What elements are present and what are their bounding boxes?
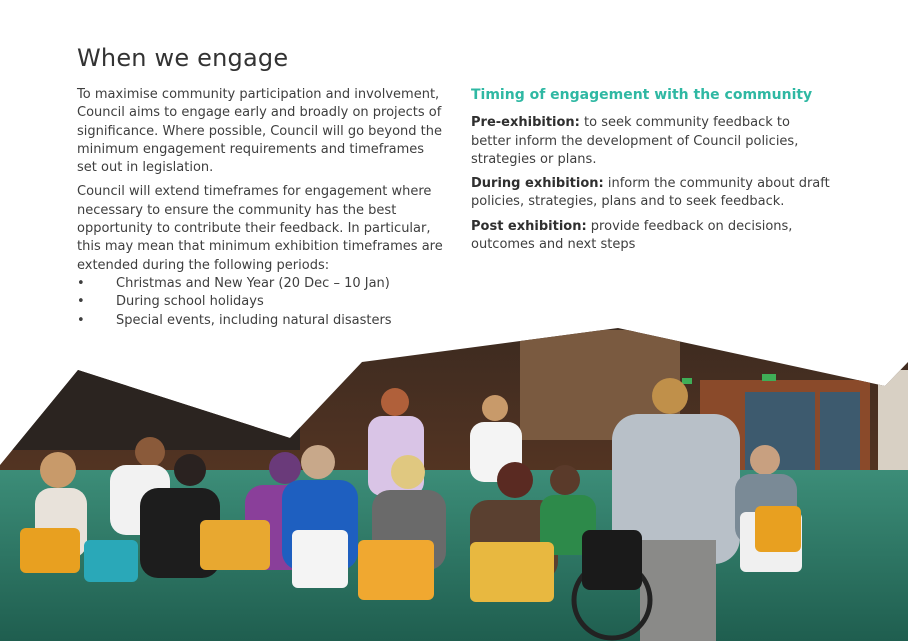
- bullet-icon: •: [77, 275, 85, 291]
- pre-exhibition-item: Pre-exhibition: to seek community feedback to better inform the development of Council policies, strategies or plans.: [471, 115, 799, 167]
- intro-paragraph: To maximise community participation and involvement, Council aims to engage early and broadly on projects of significance. Where possible, Council will go beyond the minimum engagement requirements and timeframes set out in legislation.: [77, 87, 443, 176]
- list-item: • During school holidays: [77, 293, 447, 311]
- post-exhibition-item: Post exhibition: provide feedback on decisions, outcomes and next steps: [471, 218, 793, 253]
- list-item: • Christmas and New Year (20 Dec – 10 Jan): [77, 275, 447, 293]
- page-title: When we engage: [77, 44, 289, 72]
- bullet-icon: •: [77, 294, 85, 310]
- timeframes-paragraph: Council will extend timeframes for engagement where necessary to ensure the community has the best opportunity to contribute their feedback. In particular, this may mean that minimum exhibition timeframes are extended during the following periods:: [77, 184, 443, 273]
- bullet-icon: •: [77, 312, 85, 328]
- list-item: • Special events, including natural disasters: [77, 312, 447, 330]
- timing-subheading: Timing of engagement with the community: [471, 87, 813, 103]
- during-exhibition-item: During exhibition: inform the community about draft policies, strategies, plans and to seek feedback.: [471, 176, 830, 210]
